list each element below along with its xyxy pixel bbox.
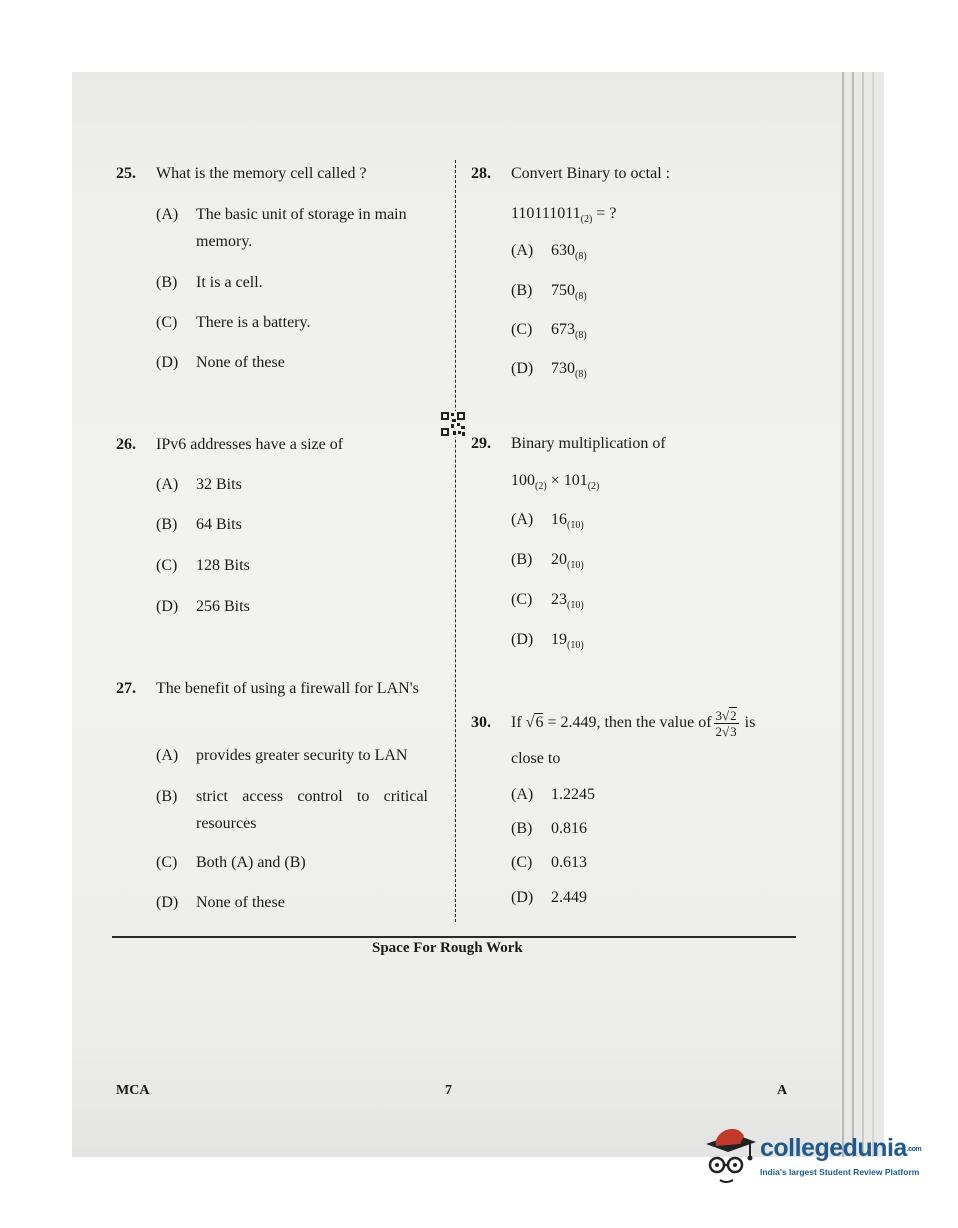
numerator-radicand: 2	[730, 707, 737, 723]
expression-suffix: = ?	[592, 205, 617, 222]
option-a	[156, 201, 436, 255]
question-expression	[511, 200, 616, 227]
column-divider	[455, 160, 456, 922]
base-subscript: (2)	[535, 481, 547, 492]
question-number: 27.	[116, 680, 136, 697]
option-label: (B)	[156, 516, 178, 533]
base-subscript: (8)	[575, 330, 587, 341]
option-d	[511, 626, 584, 653]
base-subscript: (10)	[567, 640, 584, 651]
option-label: (D)	[156, 894, 179, 911]
option-label: (A)	[156, 747, 179, 764]
question-30	[471, 700, 801, 746]
option-label: (B)	[511, 820, 533, 837]
option-c	[511, 316, 587, 343]
qr-code-icon	[440, 411, 466, 437]
fraction-numerator: 3√2	[715, 707, 737, 723]
footer-booklet-series: A	[777, 1083, 788, 1098]
option-label: (C)	[156, 314, 178, 331]
footer-subject-code: MCA	[116, 1083, 150, 1098]
question-text: Convert Binary to octal :	[511, 165, 671, 182]
denominator-coefficient: 2	[715, 723, 723, 739]
page-edge-line	[852, 72, 854, 1157]
option-a	[156, 742, 407, 769]
option-text: 64 Bits	[196, 516, 242, 533]
radicand: 6	[535, 714, 544, 731]
option-b	[156, 269, 263, 296]
option-text: 256 Bits	[196, 598, 250, 615]
question-text-line2: close to	[511, 750, 561, 767]
option-value: 673	[551, 321, 575, 338]
question-text: Binary multiplication of	[511, 435, 666, 452]
option-d	[156, 889, 285, 916]
option-c	[511, 849, 587, 876]
option-text: 32 Bits	[196, 476, 242, 493]
operand-b: 101	[563, 472, 588, 489]
option-label: (C)	[156, 854, 178, 871]
logo-wordmark	[760, 1134, 921, 1163]
base-subscript: (2)	[587, 481, 600, 492]
option-a	[156, 471, 242, 498]
option-a	[511, 781, 595, 808]
fraction	[714, 708, 739, 739]
fraction-denominator: 2√3	[715, 723, 737, 739]
base-subscript: (10)	[567, 560, 584, 571]
option-label: (A)	[511, 786, 534, 803]
option-text: 128 Bits	[196, 557, 250, 574]
option-c	[156, 552, 250, 579]
option-c	[156, 309, 310, 336]
option-value: 19	[551, 631, 567, 648]
option-label: (B)	[156, 274, 178, 291]
base-subscript: (8)	[575, 291, 587, 302]
question-number: 29.	[471, 435, 491, 452]
question-number: 28.	[471, 165, 491, 182]
option-text: The basic unit of storage in main memory.	[196, 206, 407, 250]
option-text: provides greater security to LAN	[196, 747, 408, 764]
text-mid: = 2.449, then the value of	[543, 714, 712, 731]
page-edge-line	[862, 72, 864, 1157]
base-subscript: (10)	[567, 520, 584, 531]
option-label: (C)	[511, 321, 533, 338]
option-a	[511, 506, 584, 533]
option-text: It is a cell.	[196, 274, 263, 291]
sqrt-symbol: √	[525, 714, 535, 731]
option-text: 2.449	[551, 889, 587, 906]
option-label: (D)	[156, 354, 179, 371]
option-label: (D)	[511, 360, 534, 377]
logo-tagline: India's largest Student Review Platform	[760, 1167, 920, 1177]
option-text: 0.613	[551, 854, 587, 871]
collegedunia-logo[interactable]	[700, 1122, 940, 1192]
question-text	[511, 700, 755, 746]
option-text: None of these	[196, 894, 285, 911]
page-edge-line	[872, 72, 874, 1157]
graduate-mascot-icon	[700, 1122, 760, 1184]
option-text: Both (A) and (B)	[196, 854, 306, 871]
option-text: None of these	[196, 354, 285, 371]
option-d	[511, 884, 587, 911]
option-b	[511, 815, 587, 842]
binary-value: 110111011	[511, 205, 581, 222]
option-b	[511, 277, 587, 304]
option-label: (B)	[511, 282, 533, 299]
option-b	[156, 783, 428, 837]
option-label: (C)	[511, 591, 533, 608]
option-label: (D)	[156, 598, 179, 615]
question-number: 26.	[116, 436, 136, 453]
option-label: (D)	[511, 631, 534, 648]
option-b	[511, 546, 584, 573]
option-text: 1.2245	[551, 786, 595, 803]
option-text: There is a battery.	[196, 314, 311, 331]
text-prefix: If	[511, 714, 526, 731]
option-label: (A)	[511, 511, 534, 528]
option-d	[156, 593, 250, 620]
logo-com: .com	[906, 1145, 922, 1153]
option-label: (B)	[511, 551, 533, 568]
option-label: (A)	[156, 476, 179, 493]
operator: ×	[546, 472, 564, 489]
option-d	[156, 349, 285, 376]
option-label: (D)	[511, 889, 534, 906]
option-label: (A)	[511, 242, 534, 259]
option-text: strict access control to critical resources	[196, 788, 428, 832]
option-value: 750	[551, 282, 575, 299]
option-c	[511, 586, 584, 613]
question-expression	[511, 467, 599, 494]
question-number: 30.	[471, 714, 491, 731]
base-subscript: (8)	[575, 251, 587, 262]
base-subscript: (10)	[567, 600, 584, 611]
rough-work-divider	[112, 936, 796, 938]
base-subscript: (8)	[575, 369, 587, 380]
logo-word: collegedunia	[760, 1134, 907, 1162]
option-c	[156, 849, 306, 876]
page-edge-line	[842, 72, 844, 1157]
option-label: (B)	[156, 788, 178, 805]
question-text: The benefit of using a firewall for LAN's	[156, 680, 419, 697]
question-number: 25.	[116, 165, 136, 182]
text-suffix: is	[740, 714, 756, 731]
option-value: 16	[551, 511, 567, 528]
option-label: (C)	[156, 557, 178, 574]
option-d	[511, 355, 587, 382]
base-subscript: (2)	[580, 214, 593, 225]
operand-a: 100	[511, 472, 535, 489]
option-label: (C)	[511, 854, 533, 871]
denominator-radicand: 3	[730, 723, 737, 739]
option-value: 20	[551, 551, 567, 568]
option-text: 0.816	[551, 820, 587, 837]
option-value: 23	[551, 591, 567, 608]
option-value: 630	[551, 242, 575, 259]
footer-page-number: 7	[445, 1083, 452, 1098]
question-text: What is the memory cell called ?	[156, 165, 367, 182]
option-a	[511, 237, 587, 264]
option-value: 730	[551, 360, 575, 377]
option-b	[156, 511, 242, 538]
rough-work-heading: Space For Rough Work	[372, 940, 523, 956]
question-text: IPv6 addresses have a size of	[156, 436, 344, 453]
numerator-coefficient: 3	[715, 707, 723, 723]
option-label: (A)	[156, 206, 179, 223]
